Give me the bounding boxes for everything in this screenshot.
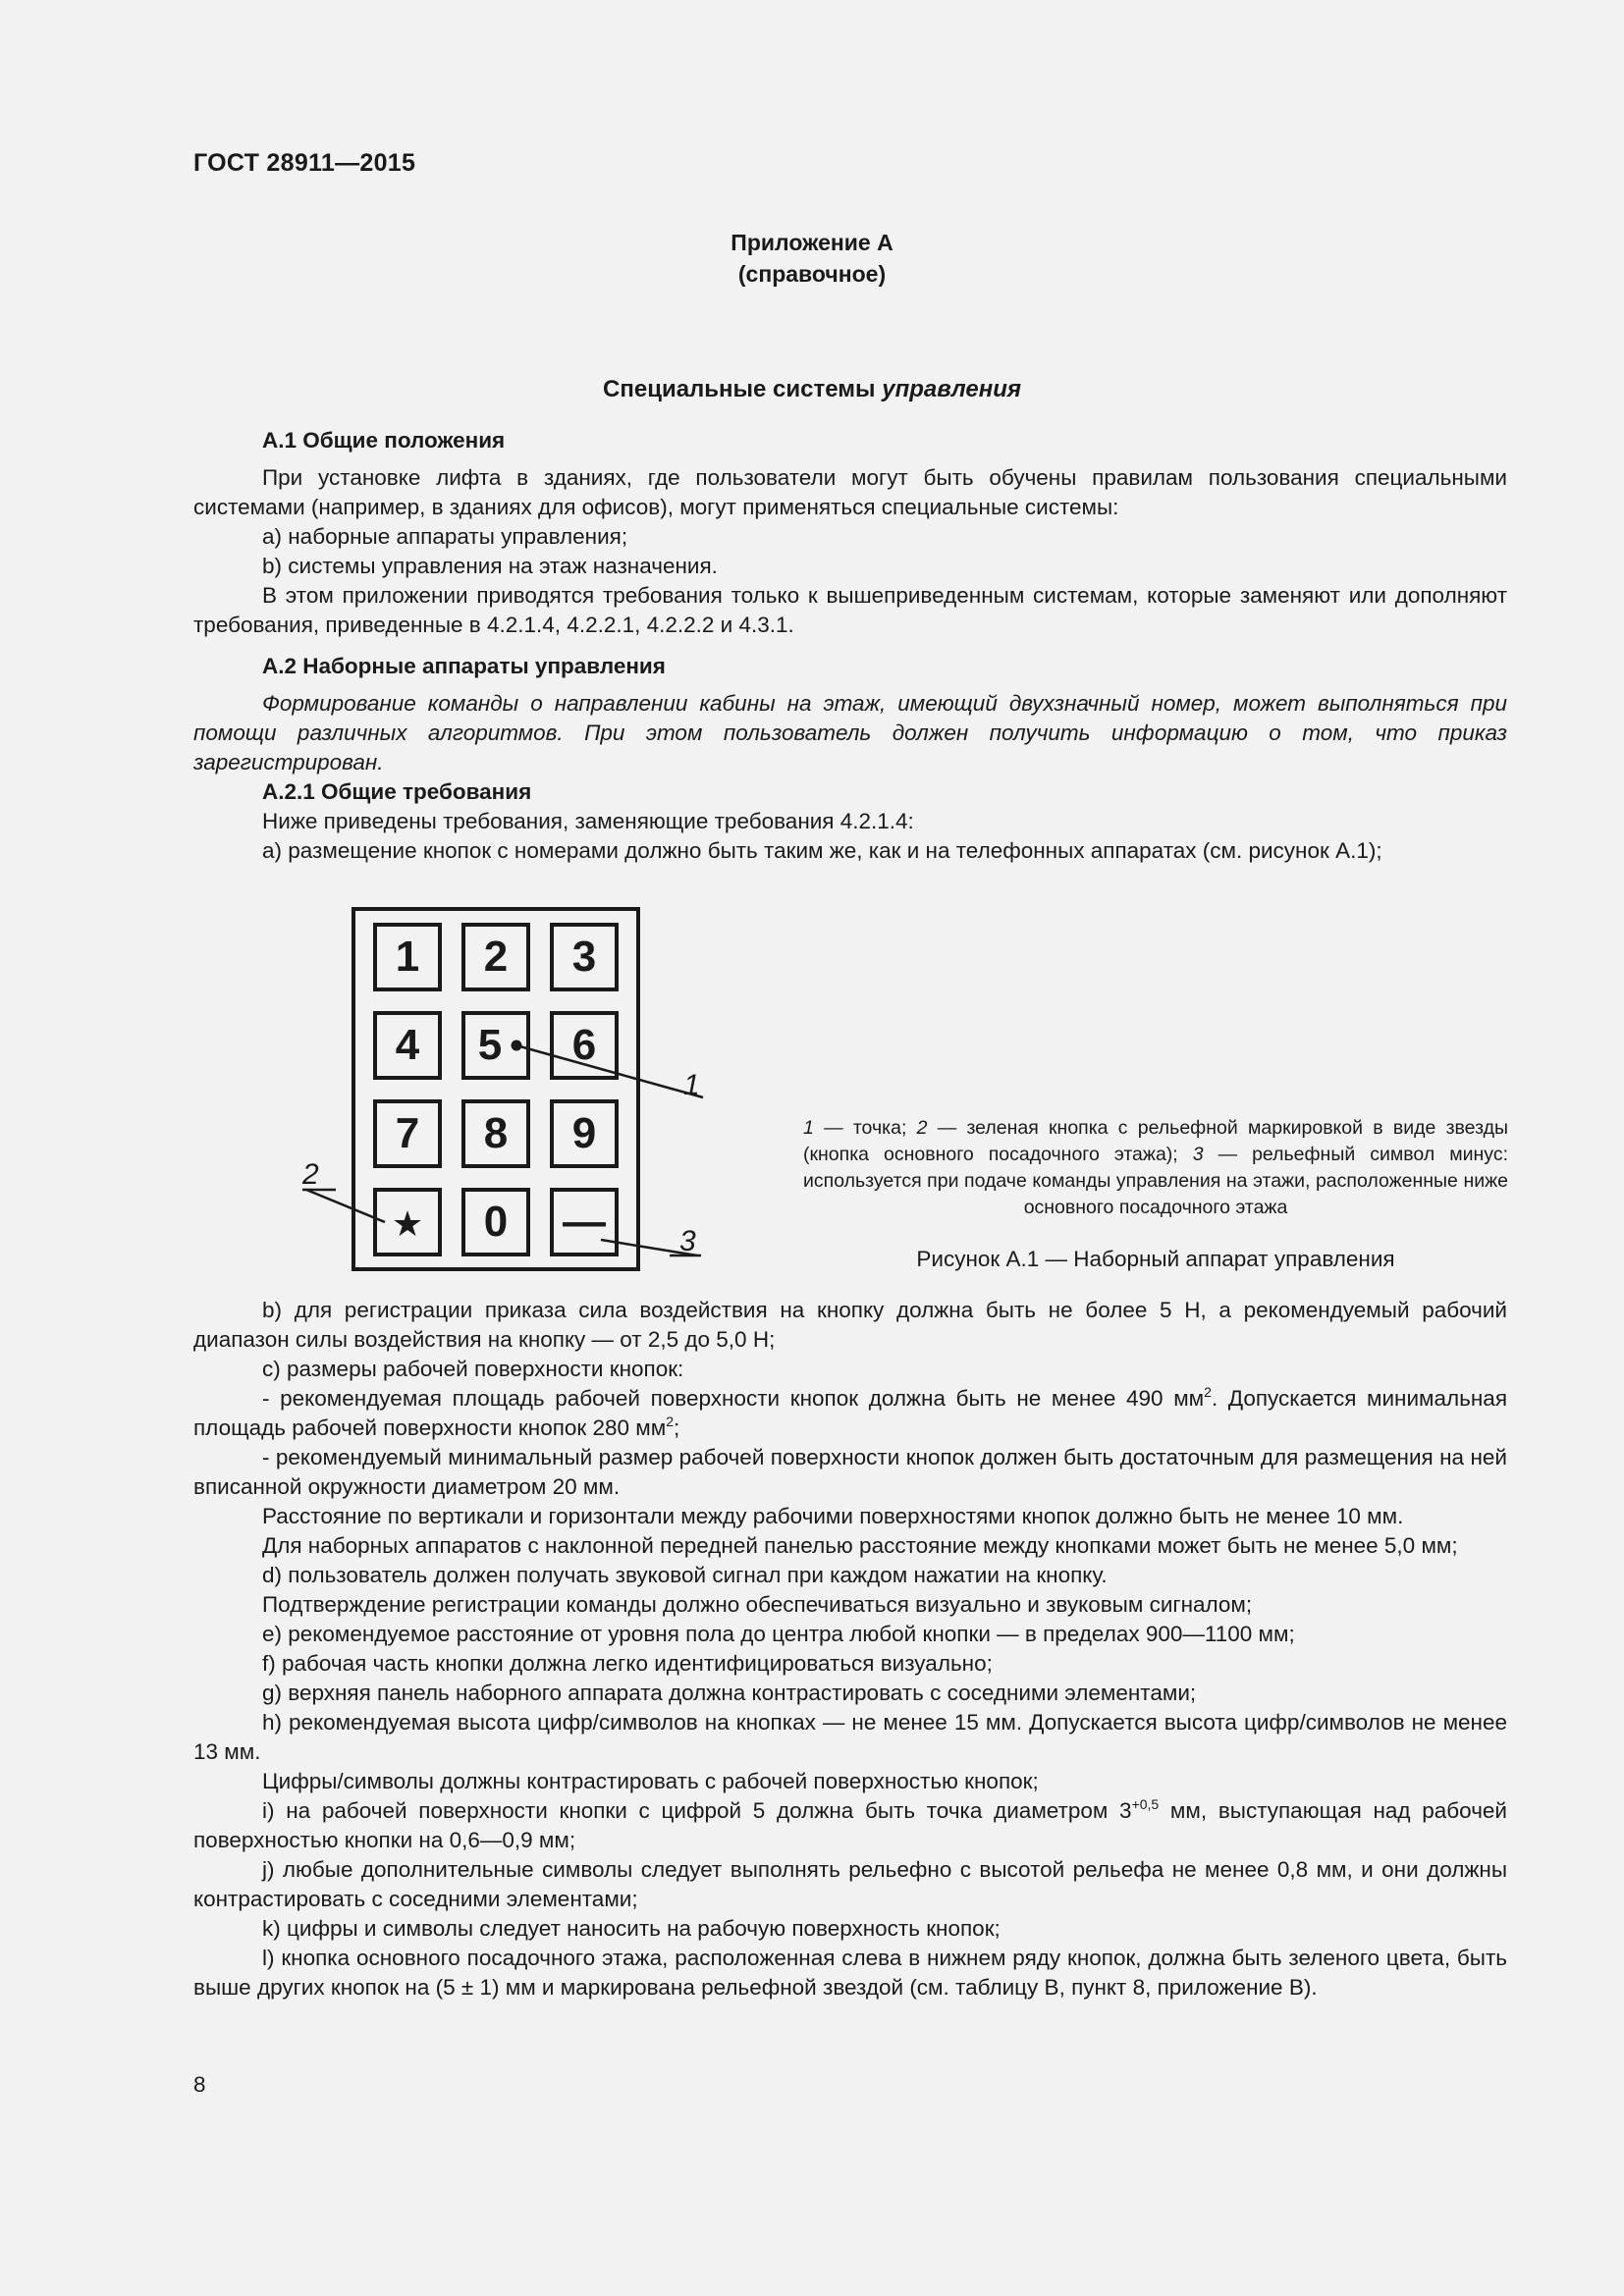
req-c1-part3: ;	[674, 1415, 680, 1440]
key-grid	[375, 925, 617, 1255]
a2-line1: Ниже приведены требования, заменяющие требования 4.2.1.4:	[262, 809, 914, 833]
legend-num-1: 1	[803, 1117, 814, 1139]
key-label-star: ★	[391, 1203, 424, 1244]
req-c1-part1: - рекомендуемая площадь рабочей поверхности кнопок должна быть не менее 490 мм	[262, 1386, 1205, 1411]
section-title-italic: управления	[882, 376, 1021, 402]
req-c1-sup2: 2	[666, 1414, 675, 1429]
req-c: с) размеры рабочей поверхности кнопок:	[262, 1357, 684, 1381]
req-h2: Цифры/символы должны контрастировать с рабочей поверхностью кнопок;	[262, 1769, 1039, 1793]
text-block-top	[193, 426, 1507, 866]
req-c2: - рекомендуемый минимальный размер рабочей поверхности кнопок должен быть достаточным для размещения на ней вписанной окружности диаметром 20 мм.	[193, 1445, 1507, 1499]
req-c4: Для наборных аппаратов с наклонной передней панелью расстояние между кнопками может быть не менее 5,0 мм;	[262, 1533, 1458, 1558]
heading-a2-1: А.2.1 Общие требования	[262, 779, 532, 804]
document-id: ГОСТ 28911—2015	[193, 149, 416, 177]
key-label-9: 9	[571, 1109, 597, 1157]
page-number: 8	[193, 2072, 206, 2097]
a2-item-a: а) размещение кнопок с номерами должно быть таким же, как и на телефонных аппаратах (см. рисунок А.1);	[262, 838, 1382, 863]
req-c3: Расстояние по вертикали и горизонтали между рабочими поверхностями кнопок должно быть не менее 10 мм.	[262, 1504, 1404, 1528]
appendix-title-line1: Приложение А	[731, 230, 893, 255]
appendix-title	[0, 227, 1624, 290]
keypad-figure	[285, 901, 727, 1274]
legend-num-3: 3	[1192, 1144, 1204, 1165]
key-label-6: 6	[571, 1021, 597, 1069]
legend-text-2: — зеленая кнопка с рельефной маркировкой в виде звезды (кнопка основного посадочного этажа);	[803, 1117, 1509, 1165]
req-i-part1: i) на рабочей поверхности кнопки с цифрой 5 должна быть точка диаметром 3	[262, 1798, 1132, 1823]
req-c1-part2: . Допускается минимальная площадь рабочей поверхности кнопок 280 мм	[193, 1386, 1508, 1440]
req-e: е) рекомендуемое расстояние от уровня пола до центра любой кнопки — в пределах 900—1100 мм;	[262, 1622, 1295, 1646]
a1-item-b: b) системы управления на этаж назначения.	[262, 554, 718, 578]
req-l: l) кнопка основного посадочного этажа, расположенная слева в нижнем ряду кнопок, должна быть зеленого цвета, быть выше других кнопок на (5 ± 1) мм и маркирована рельефной звездой (см. таблицу В, пункт 8, приложение В).	[193, 1946, 1507, 2000]
req-j: j) любые дополнительные символы следует выполнять рельефно с высотой рельефа не менее 0,8 мм, и они должны контрастировать с соседними элементами;	[193, 1857, 1507, 1911]
req-g: g) верхняя панель наборного аппарата должна контрастировать с соседними элементами;	[262, 1681, 1197, 1705]
a1-outro: В этом приложении приводятся требования только к вышеприведенным системам, которые заменяют или дополняют требования, приведенные в 4.2.1.4, 4.2.2.1, 4.2.2.2 и 4.3.1.	[193, 583, 1507, 637]
section-title-plain: Специальные системы	[603, 376, 883, 402]
a1-item-a: а) наборные аппараты управления;	[262, 524, 628, 549]
heading-a1: А.1 Общие положения	[262, 428, 506, 453]
legend-text-3: — рельефный символ минус: используется при подаче команды управления на этажи, расположенные ниже основного посадочного этажа	[803, 1144, 1508, 1218]
appendix-title-line2: (справочное)	[737, 261, 887, 287]
req-k: k) цифры и символы следует наносить на рабочую поверхность кнопок;	[262, 1916, 1001, 1941]
key-label-8: 8	[483, 1109, 509, 1157]
legend-num-2: 2	[916, 1117, 928, 1139]
req-b: b) для регистрации приказа сила воздействия на кнопку должна быть не более 5 Н, а рекомендуемый рабочий диапазон силы воздействия на кнопку — от 2,5 до 5,0 Н;	[193, 1298, 1507, 1352]
key-label-minus: —	[563, 1198, 606, 1246]
a1-intro: При установке лифта в зданиях, где пользователи могут быть обучены правилам пользования специальными системами (например, в зданиях для офисов), могут применяться специальные системы:	[193, 465, 1507, 519]
key-label-1: 1	[395, 933, 420, 981]
callout-label-3: 3	[679, 1225, 696, 1257]
req-i	[193, 1796, 1507, 1855]
heading-a2: А.2 Наборные аппараты управления	[262, 654, 666, 678]
key-label-7: 7	[395, 1109, 420, 1157]
req-f: f) рабочая часть кнопки должна легко идентифицироваться визуально;	[262, 1651, 993, 1676]
section-title	[0, 376, 1624, 403]
req-d: d) пользователь должен получать звуковой сигнал при каждом нажатии на кнопку.	[262, 1563, 1108, 1587]
callout-label-2: 2	[302, 1158, 319, 1191]
legend-text-1: — точка;	[813, 1117, 917, 1139]
req-h: h) рекомендуемая высота цифр/символов на кнопках — не менее 15 мм. Допускается высота цифр/символов не менее 13 мм.	[193, 1710, 1507, 1764]
key-label-0: 0	[483, 1198, 509, 1246]
figure-caption: Рисунок А.1 — Наборный аппарат управления	[916, 1247, 1395, 1271]
req-d2: Подтверждение регистрации команды должно обеспечиваться визуально и звуковым сигналом;	[262, 1592, 1253, 1617]
figure-legend	[803, 1115, 1508, 1221]
callout-line-1	[516, 1045, 703, 1097]
req-c1-sup1: 2	[1204, 1384, 1212, 1400]
key-label-3: 3	[571, 933, 597, 981]
keypad-diagram	[285, 901, 727, 1274]
text-block-bottom	[193, 1296, 1507, 2002]
key-label-5: 5	[477, 1021, 503, 1069]
callout-label-1: 1	[683, 1069, 700, 1101]
a2-italic-para: Формирование команды о направлении кабины на этаж, имеющий двухзначный номер, может выполняться при помощи различных алгоритмов. При этом пользователь должен получить информацию о том, что приказ зарегистрирован.	[193, 691, 1507, 774]
key-label-2: 2	[483, 933, 509, 981]
req-c1	[193, 1384, 1507, 1443]
req-i-part2: мм, выступающая над рабочей поверхностью кнопки на 0,6—0,9 мм;	[193, 1798, 1507, 1852]
req-i-sup: +0,5	[1131, 1796, 1160, 1812]
key-label-4: 4	[395, 1021, 420, 1069]
